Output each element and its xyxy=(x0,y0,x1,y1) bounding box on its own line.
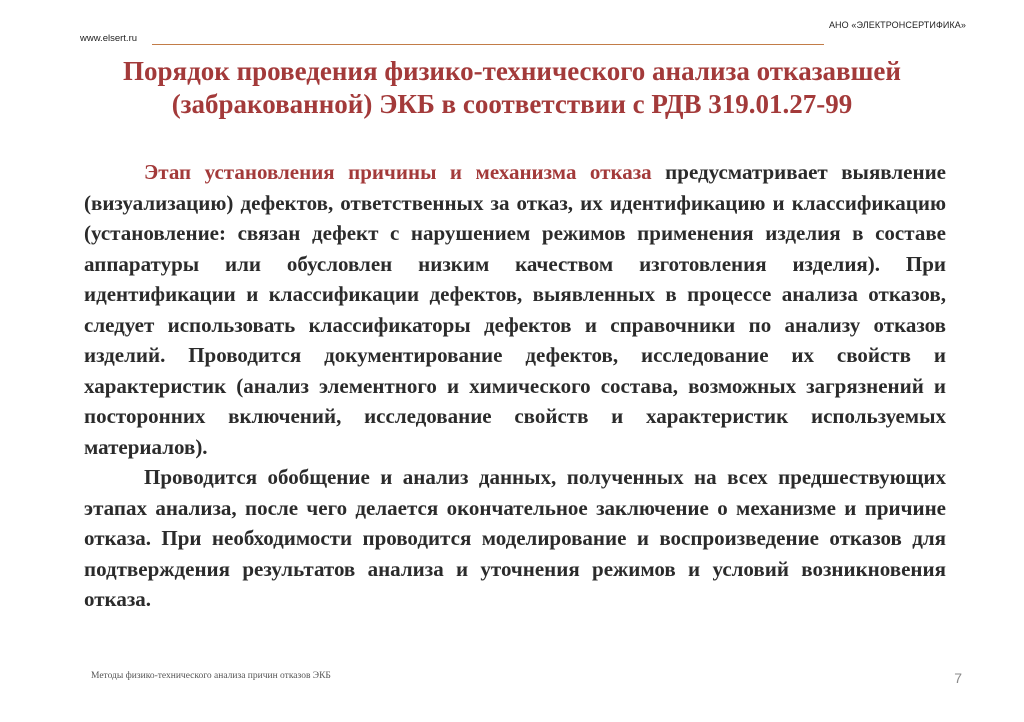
slide-title: Порядок проведения физико-технического анализа отказавшей (забракованной) ЭКБ в соответствии с РДВ 319.01.27-99 xyxy=(123,56,901,119)
footer-caption: Методы физико-технического анализа причин отказов ЭКБ xyxy=(91,671,331,681)
stage-highlight: Этап установления причины и механизма отказа xyxy=(144,160,652,184)
paragraph-stage-text: предусматривает выявление (визуализацию) дефектов, ответственных за отказ, их идентификацию и классификацию (установление: связан дефект с нарушением режимов применения изделия в составе аппаратуры или обусловлен низким качеством изготовления изделия). При идентификации и классификации дефектов, выявленных в процессе анализа отказов, следует использовать классификаторы дефектов и справочники по анализу отказов изделий. Проводится документирование дефектов, исследование их свойств и характеристик (анализ элементного и химического состава, возможных загрязнений и посторонних включений, исследование свойств и характеристик используемых материалов). xyxy=(84,160,946,459)
website-url: www.elsert.ru xyxy=(80,33,138,44)
organization-name: АНО «ЭЛЕКТРОНСЕРТИФИКА» xyxy=(828,20,966,30)
header-divider xyxy=(152,44,824,45)
page-number: 7 xyxy=(954,670,962,686)
paragraph-conclusion: Проводится обобщение и анализ данных, полученных на всех предшествующих этапах анализа, после чего делается окончательное заключение о механизме и причине отказа. При необходимости проводится моделирование и воспроизведение отказов для подтверждения результатов анализа и уточнения режимов и условий возникновения отказа. xyxy=(84,465,946,611)
slide-body xyxy=(84,157,946,615)
paragraph-stage xyxy=(84,157,946,462)
